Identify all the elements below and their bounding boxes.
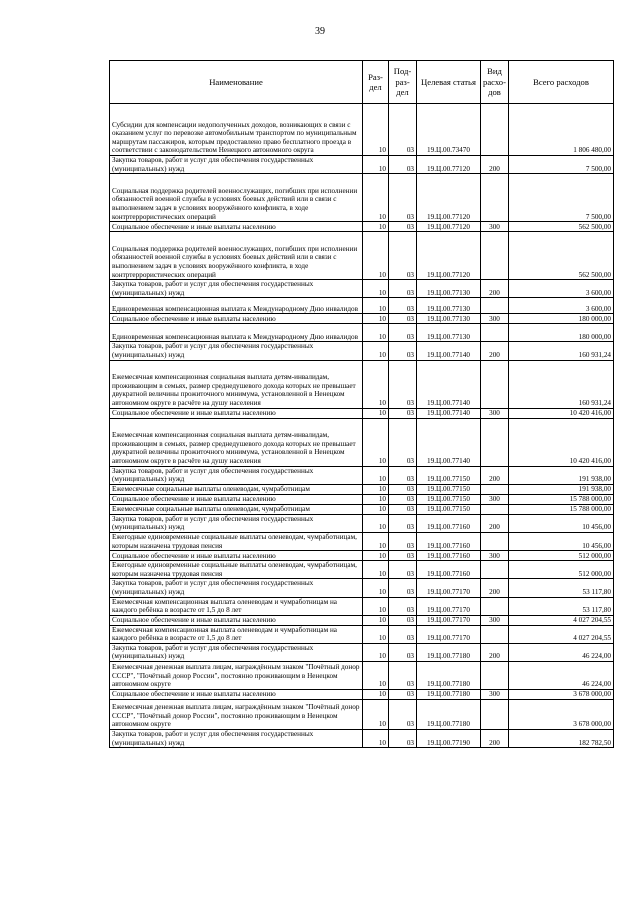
row-section: 10 xyxy=(363,104,389,156)
header-subsection: Под-раз-дел xyxy=(389,61,417,104)
row-type: 200 xyxy=(481,579,509,597)
row-subsection: 03 xyxy=(389,597,417,615)
row-name: Ежемесячная компенсационная выплата оленеводам и чумработницам на каждого ребёнка в возрасте от 1,5 до 8 лет xyxy=(110,597,363,615)
row-subsection: 03 xyxy=(389,298,417,314)
row-type xyxy=(481,504,509,514)
row-subsection: 03 xyxy=(389,625,417,643)
row-name: Закупка товаров, работ и услуг для обеспечения государственных (муниципальных) нужд xyxy=(110,514,363,532)
table-row xyxy=(110,700,614,730)
row-type: 200 xyxy=(481,466,509,484)
row-section: 10 xyxy=(363,232,389,280)
table-row xyxy=(110,662,614,690)
row-total: 182 782,50 xyxy=(509,730,614,748)
row-target: 19.Ц.00.73470 xyxy=(417,104,481,156)
row-total: 10 456,00 xyxy=(509,514,614,532)
table-row xyxy=(110,625,614,643)
table-row xyxy=(110,232,614,280)
row-total: 562 500,00 xyxy=(509,222,614,232)
table-body xyxy=(110,104,614,748)
table-header-row xyxy=(110,61,614,104)
table-row xyxy=(110,532,614,550)
row-type xyxy=(481,104,509,156)
row-subsection: 03 xyxy=(389,314,417,324)
row-target: 19.Ц.00.77160 xyxy=(417,514,481,532)
row-total: 4 027 204,55 xyxy=(509,615,614,625)
row-subsection: 03 xyxy=(389,551,417,561)
header-type: Вид расхо-дов xyxy=(481,61,509,104)
row-target: 19.Ц.00.77180 xyxy=(417,690,481,700)
row-target: 19.Ц.00.77170 xyxy=(417,579,481,597)
row-target: 19.Ц.00.77180 xyxy=(417,662,481,690)
row-name: Социальная поддержка родителей военнослужащих, погибших при исполнении обязанностей военной службы в условиях боевых действий или в связи с выполнением задач в условиях вооружённого конфликта, в ходе контртеррористических операций xyxy=(110,174,363,222)
table-row xyxy=(110,156,614,174)
row-name: Социальное обеспечение и иные выплаты населению xyxy=(110,494,363,504)
row-type xyxy=(481,597,509,615)
table-row xyxy=(110,514,614,532)
table-row xyxy=(110,174,614,222)
row-target: 19.Ц.00.77180 xyxy=(417,700,481,730)
row-total: 4 027 204,55 xyxy=(509,625,614,643)
row-total: 180 000,00 xyxy=(509,324,614,342)
row-section: 10 xyxy=(363,342,389,360)
row-total: 10 420 416,00 xyxy=(509,418,614,466)
row-name: Закупка товаров, работ и услуг для обеспечения государственных (муниципальных) нужд xyxy=(110,280,363,298)
row-name: Социальное обеспечение и иные выплаты населению xyxy=(110,408,363,418)
row-subsection: 03 xyxy=(389,484,417,494)
table-row xyxy=(110,342,614,360)
row-subsection: 03 xyxy=(389,342,417,360)
row-section: 10 xyxy=(363,504,389,514)
row-total: 512 000,00 xyxy=(509,551,614,561)
table-row xyxy=(110,551,614,561)
row-target: 19.Ц.00.77190 xyxy=(417,730,481,748)
table-row xyxy=(110,494,614,504)
row-name: Социальное обеспечение и иные выплаты населению xyxy=(110,314,363,324)
table-row xyxy=(110,314,614,324)
table-row xyxy=(110,615,614,625)
table-row xyxy=(110,298,614,314)
row-section: 10 xyxy=(363,408,389,418)
row-target: 19.Ц.00.77150 xyxy=(417,466,481,484)
budget-table xyxy=(109,60,614,748)
row-total: 7 500,00 xyxy=(509,156,614,174)
table-row xyxy=(110,561,614,579)
row-total: 46 224,00 xyxy=(509,662,614,690)
row-subsection: 03 xyxy=(389,561,417,579)
header-name: Наименование xyxy=(110,61,363,104)
row-name: Закупка товаров, работ и услуг для обеспечения государственных (муниципальных) нужд xyxy=(110,342,363,360)
row-section: 10 xyxy=(363,532,389,550)
row-target: 19.Ц.00.77120 xyxy=(417,156,481,174)
row-section: 10 xyxy=(363,156,389,174)
table-row xyxy=(110,690,614,700)
row-name: Социальное обеспечение и иные выплаты населению xyxy=(110,690,363,700)
row-section: 10 xyxy=(363,314,389,324)
row-target: 19.Ц.00.77130 xyxy=(417,280,481,298)
row-subsection: 03 xyxy=(389,514,417,532)
table-row xyxy=(110,730,614,748)
table-row xyxy=(110,104,614,156)
row-name: Закупка товаров, работ и услуг для обеспечения государственных (муниципальных) нужд xyxy=(110,643,363,661)
header-total: Всего расходов xyxy=(509,61,614,104)
row-type xyxy=(481,360,509,408)
row-target: 19.Ц.00.77130 xyxy=(417,314,481,324)
row-type xyxy=(481,232,509,280)
row-section: 10 xyxy=(363,174,389,222)
row-total: 46 224,00 xyxy=(509,643,614,661)
row-type: 200 xyxy=(481,514,509,532)
row-target: 19.Ц.00.77150 xyxy=(417,504,481,514)
table-row xyxy=(110,360,614,408)
row-section: 10 xyxy=(363,615,389,625)
row-type: 300 xyxy=(481,222,509,232)
row-subsection: 03 xyxy=(389,418,417,466)
row-target: 19.Ц.00.77170 xyxy=(417,597,481,615)
table-row xyxy=(110,597,614,615)
row-name: Закупка товаров, работ и услуг для обеспечения государственных (муниципальных) нужд xyxy=(110,466,363,484)
row-section: 10 xyxy=(363,514,389,532)
row-section: 10 xyxy=(363,690,389,700)
row-type xyxy=(481,418,509,466)
row-total: 191 938,00 xyxy=(509,466,614,484)
page-number: 39 xyxy=(315,26,325,37)
row-section: 10 xyxy=(363,551,389,561)
row-type: 300 xyxy=(481,615,509,625)
row-total: 53 117,80 xyxy=(509,597,614,615)
row-subsection: 03 xyxy=(389,466,417,484)
row-type xyxy=(481,561,509,579)
row-name: Социальное обеспечение и иные выплаты населению xyxy=(110,615,363,625)
row-section: 10 xyxy=(363,561,389,579)
row-total: 3 678 000,00 xyxy=(509,700,614,730)
row-total: 3 600,00 xyxy=(509,280,614,298)
table-row xyxy=(110,280,614,298)
row-type: 200 xyxy=(481,342,509,360)
row-name: Ежемесячная компенсационная выплата оленеводам и чумработницам на каждого ребёнка в возрасте от 1,5 до 8 лет xyxy=(110,625,363,643)
row-name: Социальное обеспечение и иные выплаты населению xyxy=(110,551,363,561)
row-subsection: 03 xyxy=(389,280,417,298)
row-name: Ежемесячная денежная выплата лицам, награждённым знаком "Почётный донор СССР", "Почётный донор России", постоянно проживающим в Ненецком автономном округе xyxy=(110,700,363,730)
row-subsection: 03 xyxy=(389,690,417,700)
row-target: 19.Ц.00.77140 xyxy=(417,418,481,466)
row-target: 19.Ц.00.77180 xyxy=(417,643,481,661)
row-name: Ежемесячная компенсационная социальная выплата детям-инвалидам, проживающим в семьях, размер среднедушевого дохода которых не превышает двукратной величины прожиточного минимума, установленной в Ненецком автономном округе в расчёте на душу населения xyxy=(110,418,363,466)
row-section: 10 xyxy=(363,298,389,314)
row-subsection: 03 xyxy=(389,174,417,222)
row-name: Закупка товаров, работ и услуг для обеспечения государственных (муниципальных) нужд xyxy=(110,730,363,748)
row-subsection: 03 xyxy=(389,579,417,597)
table-row xyxy=(110,418,614,466)
row-subsection: 03 xyxy=(389,700,417,730)
row-target: 19.Ц.00.77160 xyxy=(417,532,481,550)
row-name: Закупка товаров, работ и услуг для обеспечения государственных (муниципальных) нужд xyxy=(110,156,363,174)
row-section: 10 xyxy=(363,280,389,298)
table-row xyxy=(110,579,614,597)
row-subsection: 03 xyxy=(389,104,417,156)
row-section: 10 xyxy=(363,360,389,408)
row-section: 10 xyxy=(363,625,389,643)
row-name: Единовременная компенсационная выплата к Международному Дню инвалидов xyxy=(110,298,363,314)
row-total: 512 000,00 xyxy=(509,561,614,579)
row-section: 10 xyxy=(363,494,389,504)
row-type xyxy=(481,532,509,550)
row-type xyxy=(481,662,509,690)
row-target: 19.Ц.00.77140 xyxy=(417,408,481,418)
row-section: 10 xyxy=(363,484,389,494)
row-subsection: 03 xyxy=(389,494,417,504)
row-type: 200 xyxy=(481,156,509,174)
row-target: 19.Ц.00.77160 xyxy=(417,561,481,579)
row-type: 300 xyxy=(481,408,509,418)
row-target: 19.Ц.00.77120 xyxy=(417,174,481,222)
row-name: Ежемесячные социальные выплаты оленеводам, чумработницам xyxy=(110,504,363,514)
row-target: 19.Ц.00.77150 xyxy=(417,484,481,494)
row-subsection: 03 xyxy=(389,532,417,550)
row-type xyxy=(481,298,509,314)
table-row xyxy=(110,484,614,494)
row-total: 3 678 000,00 xyxy=(509,690,614,700)
row-target: 19.Ц.00.77170 xyxy=(417,615,481,625)
row-section: 10 xyxy=(363,700,389,730)
row-section: 10 xyxy=(363,597,389,615)
row-subsection: 03 xyxy=(389,730,417,748)
table-row xyxy=(110,222,614,232)
table-row xyxy=(110,643,614,661)
row-section: 10 xyxy=(363,579,389,597)
row-subsection: 03 xyxy=(389,615,417,625)
row-total: 1 806 480,00 xyxy=(509,104,614,156)
row-name: Ежемесячная денежная выплата лицам, награждённым знаком "Почётный донор СССР", "Почётный донор России", постоянно проживающим в Ненецком автономном округе xyxy=(110,662,363,690)
row-subsection: 03 xyxy=(389,662,417,690)
table-row xyxy=(110,408,614,418)
row-type: 200 xyxy=(481,643,509,661)
row-type xyxy=(481,700,509,730)
table-row xyxy=(110,466,614,484)
row-target: 19.Ц.00.77160 xyxy=(417,551,481,561)
row-total: 180 000,00 xyxy=(509,314,614,324)
row-name: Социальное обеспечение и иные выплаты населению xyxy=(110,222,363,232)
row-name: Субсидии для компенсации недополученных доходов, возникающих в связи с оказанием услуг по перевозке автомобильным транспортом по муниципальным маршрутам пассажиров, которым предоставлено право бесплатного проезда в соответствии с законодательством Ненецкого автономного округа xyxy=(110,104,363,156)
row-total: 562 500,00 xyxy=(509,232,614,280)
row-type: 300 xyxy=(481,314,509,324)
row-target: 19.Ц.00.77130 xyxy=(417,298,481,314)
row-total: 15 788 000,00 xyxy=(509,494,614,504)
row-subsection: 03 xyxy=(389,324,417,342)
row-subsection: 03 xyxy=(389,222,417,232)
row-target: 19.Ц.00.77120 xyxy=(417,232,481,280)
row-section: 10 xyxy=(363,222,389,232)
row-subsection: 03 xyxy=(389,232,417,280)
row-target: 19.Ц.00.77140 xyxy=(417,360,481,408)
row-name: Ежемесячная компенсационная социальная выплата детям-инвалидам, проживающим в семьях, размер среднедушевого дохода которых не превышает двукратной величины прожиточного минимума, установленной в Ненецком автономном округе в расчёте на душу населения xyxy=(110,360,363,408)
row-total: 160 931,24 xyxy=(509,360,614,408)
row-target: 19.Ц.00.77150 xyxy=(417,494,481,504)
header-target: Целевая статья xyxy=(417,61,481,104)
row-type: 300 xyxy=(481,690,509,700)
row-type: 200 xyxy=(481,730,509,748)
row-section: 10 xyxy=(363,643,389,661)
row-total: 7 500,00 xyxy=(509,174,614,222)
row-total: 15 788 000,00 xyxy=(509,504,614,514)
row-section: 10 xyxy=(363,418,389,466)
row-type xyxy=(481,174,509,222)
row-subsection: 03 xyxy=(389,408,417,418)
header-section: Раз-дел xyxy=(363,61,389,104)
row-name: Ежегодные единовременные социальные выплаты оленеводам, чумработницам, которым назначена трудовая пенсия xyxy=(110,532,363,550)
row-subsection: 03 xyxy=(389,643,417,661)
row-target: 19.Ц.00.77130 xyxy=(417,324,481,342)
row-subsection: 03 xyxy=(389,504,417,514)
row-name: Ежегодные единовременные социальные выплаты оленеводам, чумработницам, которым назначена трудовая пенсия xyxy=(110,561,363,579)
row-type: 200 xyxy=(481,280,509,298)
row-section: 10 xyxy=(363,662,389,690)
row-name: Социальная поддержка родителей военнослужащих, погибших при исполнении обязанностей военной службы в условиях боевых действий или в связи с выполнением задач в условиях вооружённого конфликта, в ходе контртеррористических операций xyxy=(110,232,363,280)
row-subsection: 03 xyxy=(389,156,417,174)
row-total: 10 420 416,00 xyxy=(509,408,614,418)
row-type xyxy=(481,625,509,643)
row-type: 300 xyxy=(481,494,509,504)
row-type xyxy=(481,484,509,494)
row-target: 19.Ц.00.77140 xyxy=(417,342,481,360)
row-total: 3 600,00 xyxy=(509,298,614,314)
row-type xyxy=(481,324,509,342)
row-name: Закупка товаров, работ и услуг для обеспечения государственных (муниципальных) нужд xyxy=(110,579,363,597)
row-target: 19.Ц.00.77170 xyxy=(417,625,481,643)
row-total: 53 117,80 xyxy=(509,579,614,597)
row-section: 10 xyxy=(363,466,389,484)
row-total: 160 931,24 xyxy=(509,342,614,360)
row-target: 19.Ц.00.77120 xyxy=(417,222,481,232)
row-section: 10 xyxy=(363,324,389,342)
row-total: 10 456,00 xyxy=(509,532,614,550)
table-row xyxy=(110,504,614,514)
row-subsection: 03 xyxy=(389,360,417,408)
row-name: Единовременная компенсационная выплата к Международному Дню инвалидов xyxy=(110,324,363,342)
row-total: 191 938,00 xyxy=(509,484,614,494)
row-type: 300 xyxy=(481,551,509,561)
table-row xyxy=(110,324,614,342)
row-name: Ежемесячные социальные выплаты оленеводам, чумработницам xyxy=(110,484,363,494)
row-section: 10 xyxy=(363,730,389,748)
